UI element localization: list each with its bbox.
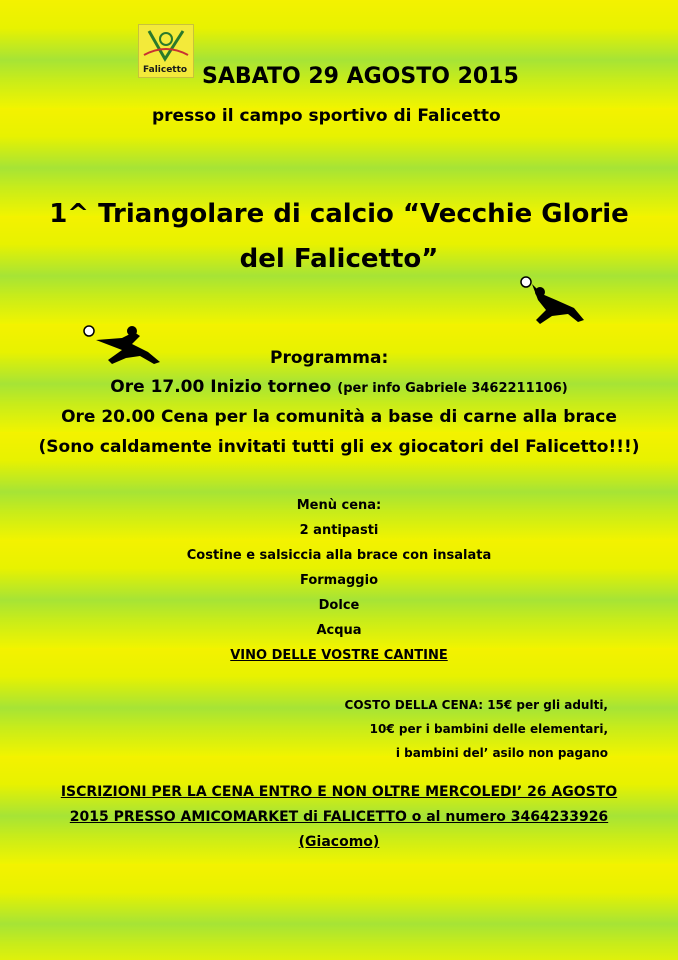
programma-line-1-info: (per info Gabriele 3462211106) — [337, 381, 568, 396]
menu-heading: Menù cena: — [296, 498, 382, 513]
menu-item: Dolce — [318, 598, 360, 613]
costo-block — [345, 693, 608, 765]
menu-item: 2 antipasti — [299, 523, 379, 538]
title-line-2: del Falicetto” — [239, 244, 439, 274]
menu-item-wine: VINO DELLE VOSTRE CANTINE — [230, 648, 448, 663]
menu-item: Costine e salsiccia alla brace con insalata — [186, 548, 492, 563]
kicking-player-icon — [82, 322, 162, 366]
programma-heading: Programma: — [270, 348, 389, 368]
costo-line-3: i bambini del’ asilo non pagano — [395, 746, 608, 760]
menu-item: Acqua — [316, 623, 362, 638]
menu-item: Formaggio — [299, 573, 378, 588]
programma-line-1-main: Ore 17.00 Inizio torneo — [110, 377, 332, 397]
programma-line-2: Ore 20.00 Cena per la comunità a base di carne alla brace — [61, 407, 617, 427]
iscrizioni-line-1: ISCRIZIONI PER LA CENA ENTRO E NON OLTRE MERCOLEDI’ 26 AGOSTO — [60, 784, 618, 800]
goalkeeper-icon — [518, 274, 588, 326]
iscrizioni-line-3: (Giacomo) — [298, 834, 380, 850]
logo-icon — [139, 25, 193, 65]
programma-line-1 — [0, 377, 678, 397]
title-line-1: 1^ Triangolare di calcio “Vecchie Glorie — [49, 199, 629, 229]
event-title — [0, 192, 678, 282]
iscrizioni-block — [0, 780, 678, 855]
programma-line-3: (Sono caldamente invitati tutti gli ex giocatori del Falicetto!!!) — [38, 437, 640, 457]
falicetto-logo — [138, 24, 194, 78]
costo-line-2: 10€ per i bambini delle elementari, — [369, 722, 608, 736]
costo-line-1: COSTO DELLA CENA: 15€ per gli adulti, — [344, 698, 608, 712]
logo-label: Falicetto — [143, 65, 188, 75]
event-date: SABATO 29 AGOSTO 2015 — [202, 64, 519, 89]
event-location: presso il campo sportivo di Falicetto — [152, 106, 501, 126]
iscrizioni-line-2: 2015 PRESSO AMICOMARKET di FALICETTO o al numero 3464233926 — [69, 809, 609, 825]
